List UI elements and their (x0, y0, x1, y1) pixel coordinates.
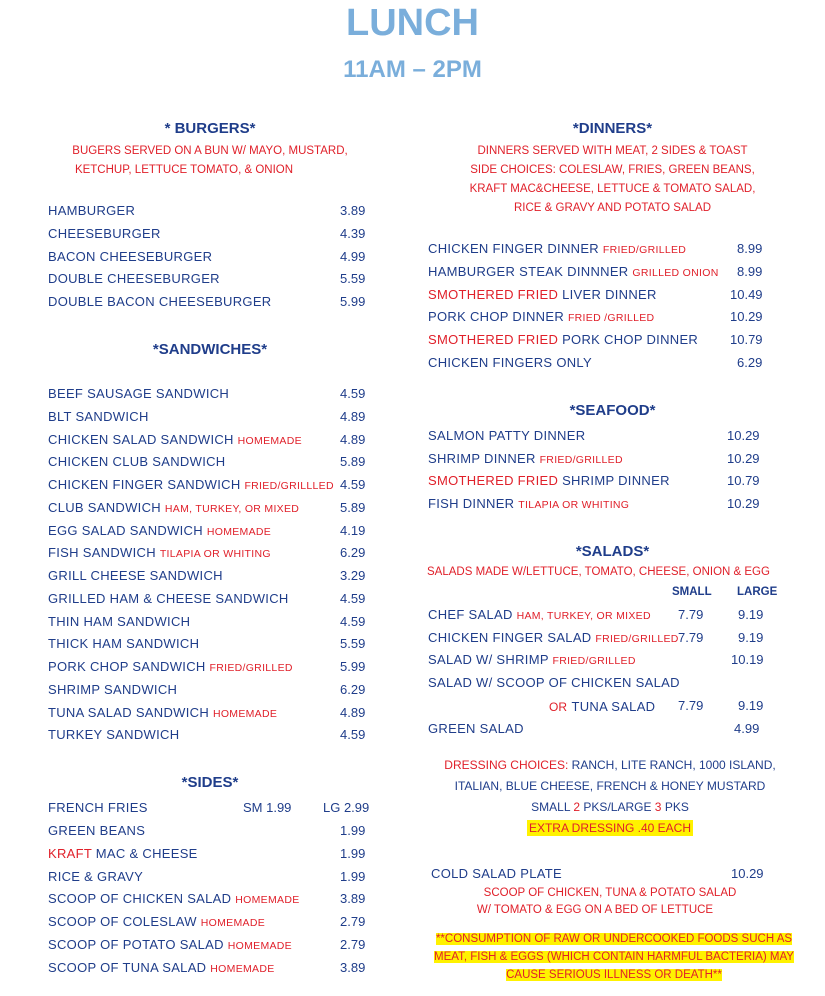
menu-item-title: THICK HAM SANDWICH (48, 636, 200, 652)
menu-item-price: 2.79 (340, 914, 366, 929)
menu-item-price: 4.89 (340, 408, 366, 424)
menu-item-price: 4.99 (734, 721, 760, 736)
hours: 11AM – 2PM (343, 56, 482, 83)
menu-item-name (48, 523, 271, 538)
menu-item-name (48, 203, 135, 218)
menu-item-name (428, 630, 679, 645)
menu-item-price: 10.29 (727, 428, 760, 443)
menu-item-price: 4.99 (340, 248, 366, 264)
menu-item-title: EGG SALAD SANDWICH (48, 522, 203, 538)
menu-item-price: 4.39 (340, 225, 366, 241)
menu-item-name (48, 727, 179, 742)
menu-item-title: HAMBURGER STEAK DINNNER (428, 263, 629, 279)
tuna-or: OR (549, 700, 567, 714)
menu-item-tag: FRIED/GRILLED (595, 632, 679, 645)
menu-item-price: SM 1.99 (243, 800, 292, 815)
menu-item-price: 3.89 (340, 891, 366, 907)
menu-item-name (48, 568, 223, 583)
menu-item-title: MAC & CHEESE (91, 845, 198, 861)
menu-item-tag: HOMEMADE (206, 525, 272, 538)
menu-item-title: THIN HAM SANDWICH (48, 613, 191, 629)
menu-item-price: 3.89 (340, 203, 366, 218)
menu-item-title: GRILL CHEESE SANDWICH (48, 568, 223, 583)
menu-item-title: PORK CHOP DINNER (428, 309, 565, 325)
menu-item-title: CLUB SANDWICH (48, 499, 161, 515)
menu-item-price: 4.59 (340, 613, 366, 629)
menu-item-price: 3.89 (340, 959, 366, 975)
menu-item-name (48, 636, 199, 651)
menu-item-tag: FRIED/GRILLED (539, 453, 623, 466)
menu-item-price: 10.29 (731, 866, 764, 881)
menu-item-name: COLD SALAD PLATE (431, 866, 562, 881)
menu-item-name (428, 451, 623, 466)
menu-item-title: RICE & GRAVY (48, 868, 144, 884)
menu-item-name: GREEN SALAD (428, 721, 524, 736)
menu-item-prefix: SMOTHERED FRIED (428, 286, 559, 302)
menu-item-name (48, 271, 220, 286)
dinners-note: SIDE CHOICES: COLESLAW, FRIES, GREEN BEANS, (470, 164, 755, 176)
menu-item-title: GRILLED HAM & CHEESE SANDWICH (48, 590, 289, 606)
menu-item-price: 5.89 (340, 454, 366, 470)
menu-item-tag: HOMEMADE (200, 917, 266, 929)
menu-item-name (428, 332, 698, 347)
menu-item-price: 4.59 (340, 590, 366, 606)
menu-item-title: FISH SANDWICH (48, 545, 156, 561)
menu-item-price: 10.79 (730, 332, 763, 348)
menu-item-name (428, 607, 651, 622)
dinners-note: KRAFT MAC&CHEESE, LETTUCE & TOMATO SALAD, (469, 183, 756, 195)
menu-item-price: 8.99 (737, 241, 763, 256)
menu-item-name (428, 241, 686, 256)
menu-item-prefix: KRAFT (48, 845, 92, 861)
burgers-note: BUGERS SERVED ON A BUN W/ MAYO, MUSTARD, (72, 145, 348, 157)
menu-item-price: 5.99 (340, 294, 366, 309)
menu-item-title: SHRIMP DINNER (558, 473, 670, 488)
menu-item-tag: HOMEMADE (210, 962, 275, 975)
menu-item-name (48, 409, 149, 424)
menu-item-title: TUNA SALAD SANDWICH (48, 704, 210, 720)
menu-item-title: FISH DINNER (428, 495, 515, 511)
menu-item-prefix: SMOTHERED FRIED (428, 332, 559, 348)
menu-item-price: 1.99 (340, 823, 366, 838)
menu-item-name (48, 891, 300, 906)
menu-item-name (428, 473, 670, 488)
dressing-extra (420, 821, 800, 835)
menu-item-name (48, 937, 292, 952)
dressing-large: PKS/LARGE (580, 800, 655, 814)
menu-item-price: 4.89 (340, 431, 366, 447)
menu-item-name (428, 309, 654, 324)
dinners-title: *DINNERS* (572, 120, 653, 137)
menu-item-title: CHEF SALAD (428, 607, 513, 622)
menu-item-price: 10.29 (727, 495, 760, 511)
menu-item-tag: HOMEMADE (227, 939, 292, 952)
menu-item-tag: HOMEMADE (235, 894, 300, 907)
menu-item-title: CHICKEN FINGERS ONLY (428, 355, 592, 370)
dinners-note: RICE & GRAVY AND POTATO SALAD (513, 202, 712, 214)
menu-item-title: CHICKEN CLUB SANDWICH (48, 454, 226, 470)
warning-line: CAUSE SERIOUS ILLNESS OR DEATH** (506, 969, 722, 981)
menu-item-title: SALAD W/ SHRIMP (428, 652, 549, 667)
cold-plate-note: SCOOP OF CHICKEN, TUNA & POTATO SALAD (483, 887, 737, 899)
menu-item-title: SHRIMP SANDWICH (48, 681, 178, 697)
menu-item-name (48, 869, 143, 884)
menu-item-name (48, 914, 265, 929)
menu-item-price: 3.29 (340, 568, 366, 583)
dressing-label: DRESSING CHOICES: (444, 758, 569, 772)
menu-item-price: 10.29 (727, 450, 760, 466)
menu-item-price-large: 10.19 (731, 652, 764, 667)
menu-item-price-large: 9.19 (738, 607, 764, 622)
menu-item-title: CHICKEN FINGER DINNER (428, 241, 599, 256)
menu-item-price: 2.79 (340, 936, 366, 952)
dressing-choices: RANCH, LITE RANCH, 1000 ISLAND, (568, 758, 776, 772)
menu-item-title: CHICKEN SALAD SANDWICH (48, 431, 234, 447)
salads-col-large: LARGE (737, 586, 778, 598)
menu-item-title: SCOOP OF CHICKEN SALAD (48, 891, 232, 907)
menu-item-price: 7.79 (678, 698, 704, 713)
menu-item-price: 4.59 (340, 386, 366, 401)
menu-item-title: SALAD W/ SCOOP OF CHICKEN SALAD (428, 674, 680, 690)
menu-item-name (428, 428, 585, 443)
salads-title: *SALADS* (575, 543, 650, 560)
menu-item-title: CHICKEN FINGER SANDWICH (48, 477, 241, 492)
menu-item-price: 4.89 (340, 704, 366, 720)
menu-item-title: SALMON PATTY DINNER (428, 428, 586, 443)
menu-item-tag: TILAPIA OR WHITING (518, 498, 630, 511)
menu-item-title: BLT SANDWICH (48, 408, 149, 424)
menu-item-prefix: SMOTHERED FRIED (428, 473, 559, 488)
menu-item-price: 4.59 (340, 477, 366, 492)
dressing-line (420, 758, 800, 772)
menu-item-name (48, 545, 271, 560)
menu-item-tag: HAM, TURKEY, OR MIXED (164, 502, 300, 515)
menu-item-title: SHRIMP DINNER (428, 450, 536, 466)
menu-item-name (48, 659, 293, 674)
menu-item-price: 5.59 (340, 271, 366, 287)
dressing-line: ITALIAN, BLUE CHEESE, FRENCH & HONEY MUSTARD (454, 779, 766, 793)
sandwiches-title: *SANDWICHES* (152, 341, 268, 358)
menu-item-name (48, 846, 198, 861)
menu-item-name (48, 682, 177, 697)
menu-item-price: 6.29 (737, 355, 763, 370)
dressing-small-num: 2 (573, 800, 581, 814)
menu-item-name (428, 264, 719, 279)
menu-item-name (48, 477, 334, 492)
menu-item-name (48, 591, 289, 606)
menu-item-name (48, 823, 145, 838)
menu-item-tag: FRIED/GRILLED (209, 662, 293, 674)
raw-food-warning (424, 930, 804, 984)
menu-item-price: 8.99 (737, 263, 763, 279)
extra-dressing: EXTRA DRESSING .40 EACH (528, 821, 692, 835)
menu-item-price: 4.59 (340, 727, 366, 743)
menu-item-name (48, 454, 225, 469)
menu-item-title: PORK CHOP SANDWICH (48, 659, 206, 674)
menu-item-title: BEEF SAUSAGE SANDWICH (48, 386, 230, 401)
menu-item-price: 6.29 (340, 681, 366, 697)
menu-item-price: 1.99 (340, 868, 366, 884)
salads-note: SALADS MADE W/LETTUCE, TOMATO, CHEESE, ONION & EGG (427, 566, 770, 578)
menu-item-title: TURKEY SANDWICH (48, 727, 180, 743)
menu-item-name (428, 652, 636, 667)
menu-item-price: 6.29 (340, 545, 366, 561)
menu-item-title: PORK CHOP DINNER (558, 332, 699, 348)
menu-item-price: 5.59 (340, 636, 366, 652)
menu-item-name (48, 226, 161, 241)
tuna-name: TUNA SALAD (571, 699, 656, 714)
menu-item-tag: FRIED/GRILLED (552, 655, 636, 667)
menu-item-price: 10.29 (730, 309, 763, 325)
menu-item-name (48, 249, 212, 264)
menu-item-name (48, 500, 299, 515)
menu-item-price-small: 7.79 (678, 629, 704, 645)
menu-item-name (48, 432, 302, 447)
menu-item-name (428, 355, 592, 370)
page-title: LUNCH (346, 2, 479, 44)
menu-item-name (48, 960, 275, 975)
menu-item-title: HAMBURGER (48, 203, 136, 218)
menu-item-price-small: 7.79 (678, 607, 704, 622)
menu-item-tag: TILAPIA OR WHITING (159, 548, 271, 561)
menu-item-tag: FRIED /GRILLED (567, 312, 655, 325)
menu-item-name: FRENCH FRIES (48, 800, 148, 815)
menu-item-title: DOUBLE CHEESEBURGER (48, 271, 220, 287)
menu-item-title: LIVER DINNER (558, 286, 657, 302)
burgers-title: * BURGERS* (164, 120, 256, 137)
menu-item-name (428, 287, 657, 302)
menu-item-name (48, 705, 277, 720)
menu-item-title: GREEN BEANS (48, 823, 146, 838)
menu-item-tag: HOMEMADE (237, 434, 302, 447)
menu-item-price: LG 2.99 (323, 800, 370, 815)
menu-item-name (549, 698, 655, 716)
menu-item-tag: HAM, TURKEY, OR MIXED (516, 610, 651, 622)
menu-item-title: CHICKEN FINGER SALAD (428, 629, 592, 645)
salads-col-small: SMALL (672, 586, 712, 598)
menu-item-price: 10.49 (730, 286, 763, 302)
menu-item-price: 1.99 (340, 845, 366, 861)
menu-item-title: CHEESEBURGER (48, 225, 161, 241)
menu-item-price-large: 9.19 (738, 629, 764, 645)
menu-item-title: SCOOP OF COLESLAW (48, 914, 201, 929)
menu-item-title: DOUBLE BACON CHEESEBURGER (48, 294, 272, 309)
menu-item-price: 9.19 (738, 698, 764, 713)
menu-item-price: 5.89 (340, 499, 366, 515)
dressing-packs (420, 800, 800, 814)
menu-item-price: 5.99 (340, 659, 366, 674)
menu-item-title: SCOOP OF POTATO SALAD (48, 936, 224, 952)
warning-line: MEAT, FISH & EGGS (WHICH CONTAIN HARMFUL BACTERIA) MAY (434, 951, 794, 963)
menu-item-tag: GRILLED ONION (632, 266, 719, 279)
cold-plate-note: W/ TOMATO & EGG ON A BED OF LETTUCE (476, 904, 714, 916)
menu-item-name (48, 386, 229, 401)
menu-item-tag: FRIED/GRILLED (602, 244, 687, 256)
menu-item-price: 4.19 (340, 522, 366, 538)
warning-line: **CONSUMPTION OF RAW OR UNDERCOOKED FOODS SUCH AS (435, 933, 793, 945)
menu-item-name (48, 614, 190, 629)
menu-item-name (428, 675, 680, 690)
dinners-note: DINNERS SERVED WITH MEAT, 2 SIDES & TOAST (477, 145, 748, 157)
menu-item-tag: HOMEMADE (212, 707, 278, 720)
menu-item-tag: FRIED/GRILLLED (244, 480, 334, 492)
menu-item-name (428, 496, 629, 511)
dressing-pks: PKS (661, 800, 689, 814)
seafood-title: *SEAFOOD* (569, 402, 656, 419)
dressing-large-num: 3 (654, 800, 662, 814)
sides-title: *SIDES* (181, 774, 239, 791)
menu-item-title: SCOOP OF TUNA SALAD (48, 959, 207, 975)
menu-item-title: BACON CHEESEBURGER (48, 248, 213, 264)
menu-item-name (48, 294, 272, 309)
burgers-note: KETCHUP, LETTUCE TOMATO, & ONION (74, 164, 294, 176)
dressing-small: SMALL (531, 800, 574, 814)
menu-item-price: 10.79 (727, 473, 760, 488)
